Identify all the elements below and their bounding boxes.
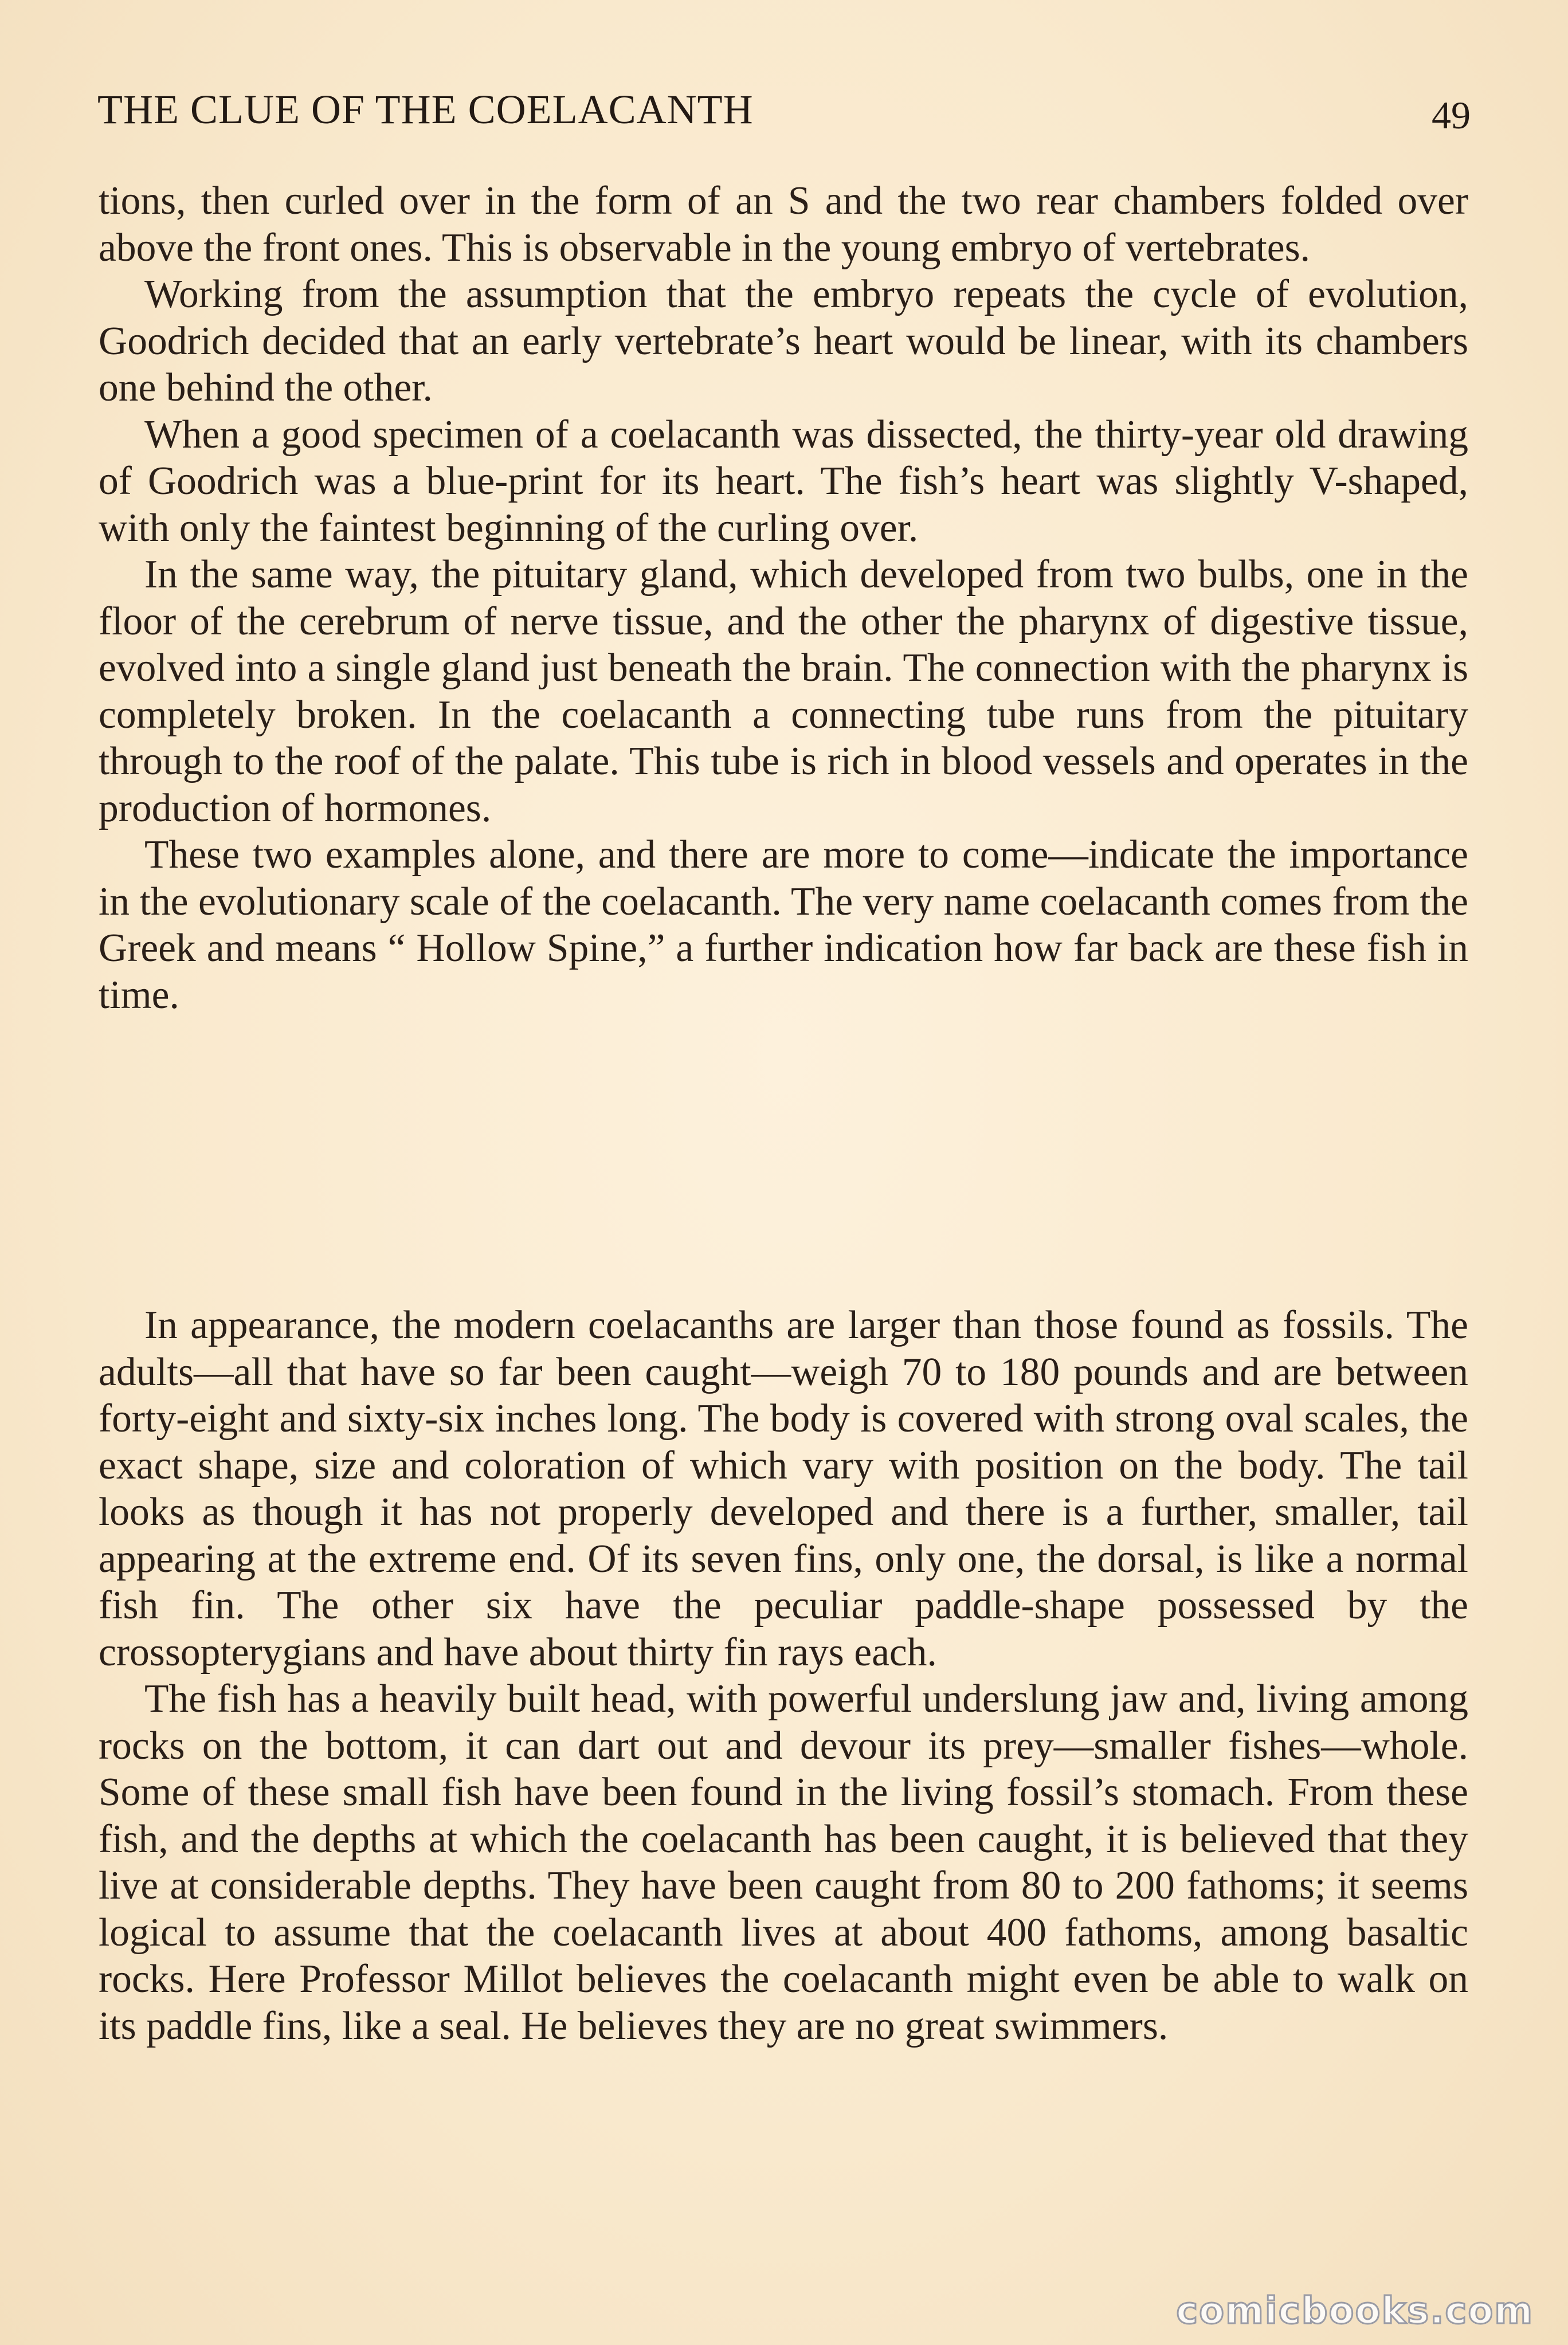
- paragraph: tions, then curled over in the form of an S and the two rear chambers folded over above the front ones. This is observable in the young embryo of vertebrates.: [99, 179, 1468, 270]
- page-number: 49: [1432, 93, 1471, 137]
- paragraph: Working from the assumption that the embryo repeats the cycle of evolution, Goodrich decided that an early vertebrate’s heart would be linear, with its chambers one behind the other.: [99, 272, 1468, 410]
- watermark-logo: comicbooks.com: [1176, 2290, 1534, 2332]
- text-section-two: [99, 1302, 1468, 2049]
- paragraph: The fish has a heavily built head, with powerful underslung jaw and, living among rocks on the bottom, it can dart out and devour its prey—smaller fishes—whole. Some of these small fish have been found in the living fossil’s stomach. From these fish, and the depths at which the coelacanth has been caught, it is believed that they live at considerable depths. They have been caught from 80 to 200 fathoms; it seems logical to assume that the coelacanth lives at about 400 fathoms, among basaltic rocks. Here Professor Millot believes the coelacanth might even be able to walk on its paddle fins, like a seal. He believes they are no great swimmers.: [99, 1677, 1468, 2048]
- paragraph: When a good specimen of a coelacanth was dissected, the thirty-year old drawing of Goodrich was a blue-print for its heart. The fish’s heart was slightly V-shaped, with only the faintest beginning of the curling over.: [99, 412, 1468, 550]
- paragraph: In appearance, the modern coelacanths are larger than those found as fossils. The adults—all that have so far been caught—weigh 70 to 180 pounds and are between forty-eight and sixty-six inches long. The body is covered with strong oval scales, the exact shape, size and coloration of which vary with position on the body. The tail looks as though it has not properly developed and there is a further, smaller, tail appearing at the extreme end. Of its seven fins, only one, the dorsal, is like a normal fish fin. The other six have the peculiar paddle-shape possessed by the crossopterygians and have about thirty fin rays each.: [99, 1303, 1468, 1675]
- running-head-title: THE CLUE OF THE COELACANTH: [97, 87, 754, 132]
- paragraph: In the same way, the pituitary gland, which developed from two bulbs, one in the floor of the cerebrum of nerve tissue, and the other the pharynx of digestive tissue, evolved into a single gland just beneath the brain. The connection with the pharynx is completely broken. In the coelacanth a connecting tube runs from the pituitary through to the roof of the palate. This tube is rich in blood vessels and operates in the production of hormones.: [99, 552, 1468, 830]
- paragraph: These two examples alone, and there are more to come—indicate the importance in the evolutionary scale of the coelacanth. The very name coelacanth comes from the Greek and means “ Hollow Spine,” a further indication how far back are these fish in time.: [99, 833, 1468, 1017]
- text-section-one: [99, 178, 1468, 1018]
